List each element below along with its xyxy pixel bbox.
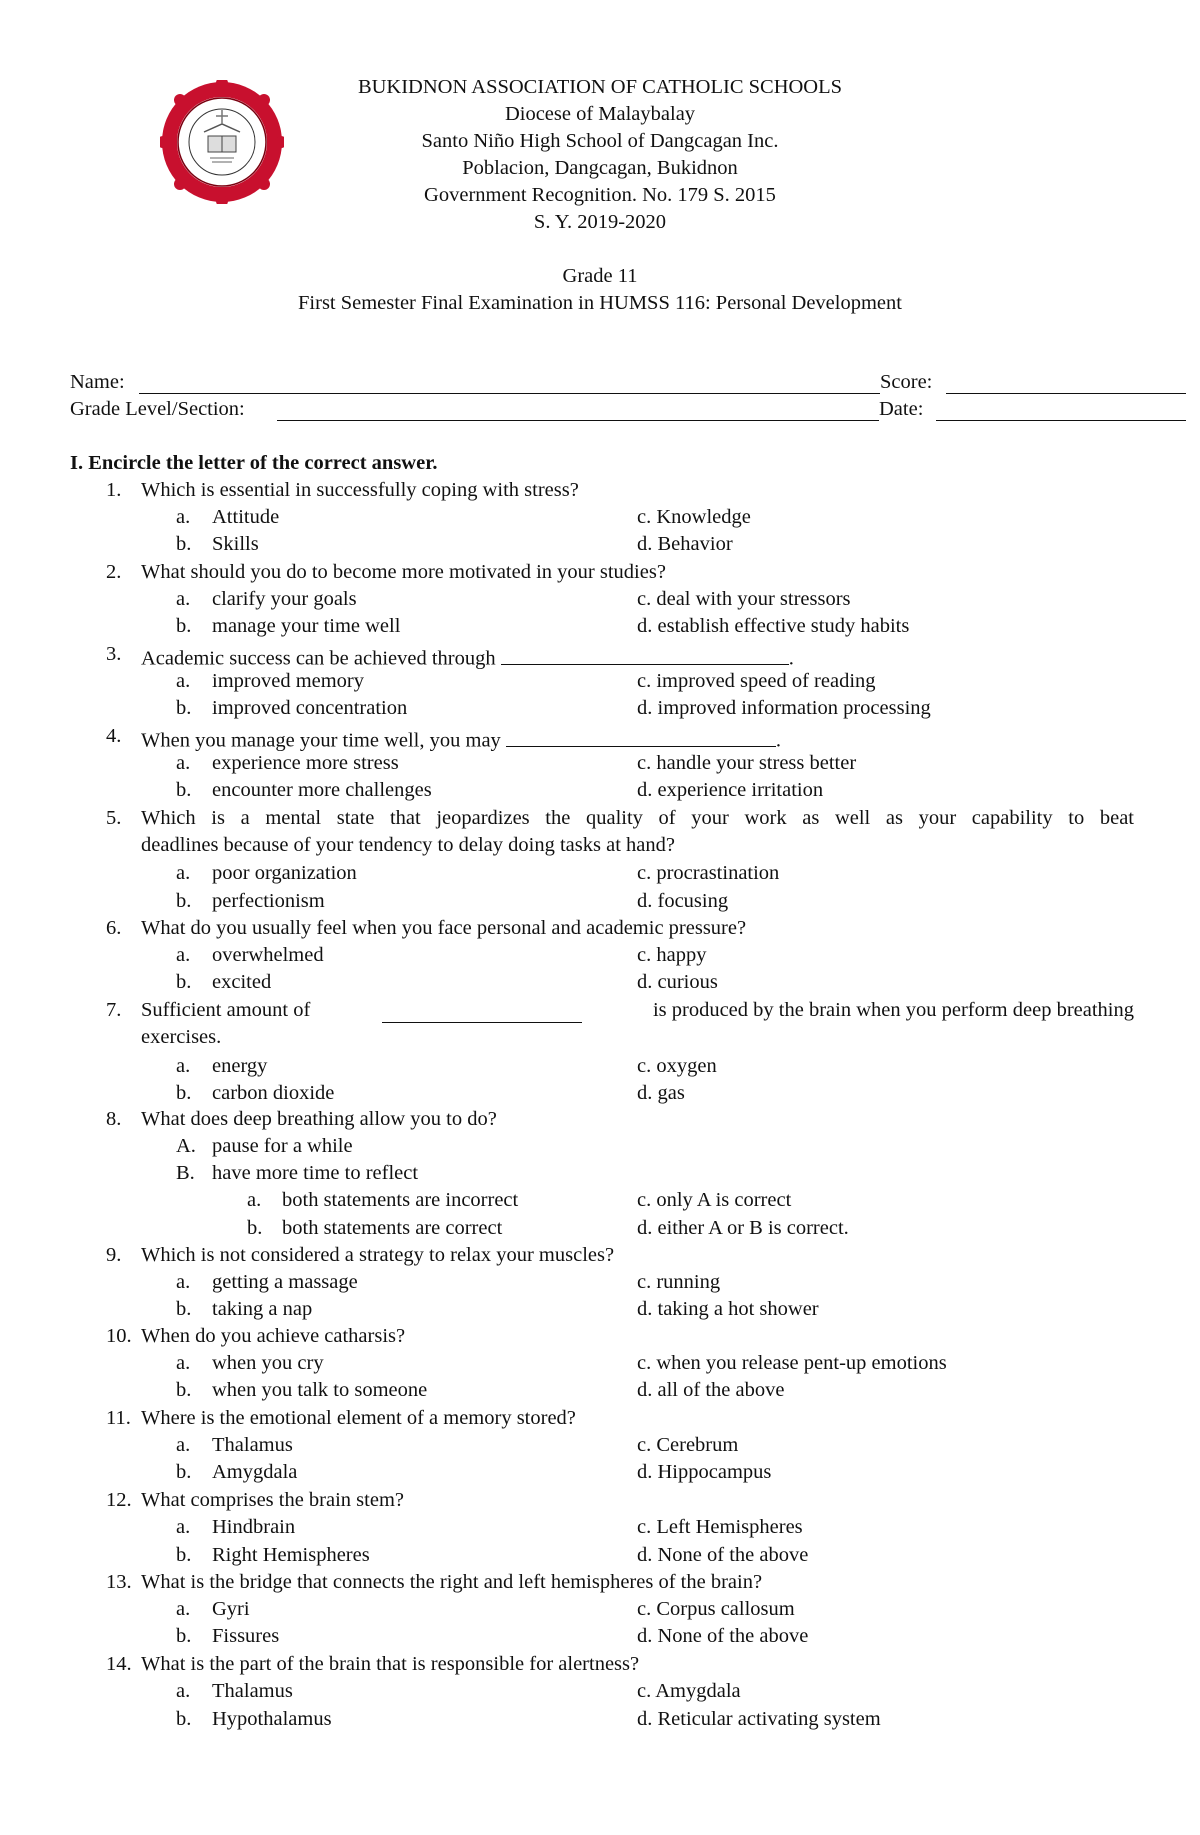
option-a[interactable]: when you cry — [212, 1352, 324, 1374]
option-a[interactable]: Attitude — [212, 506, 280, 528]
date-label: Date: — [879, 398, 924, 420]
grade-section-label: Grade Level/Section: — [70, 398, 245, 420]
question-text: When you manage your time well, you may — [141, 729, 501, 752]
answer-blank[interactable] — [506, 725, 776, 747]
question-text: Academic success can be achieved through — [141, 647, 496, 670]
option-b[interactable]: when you talk to someone — [212, 1379, 428, 1401]
statement-a: pause for a while — [212, 1135, 353, 1157]
option-d[interactable]: d. all of the above — [637, 1379, 785, 1401]
option-b[interactable]: Hypothalamus — [212, 1708, 332, 1730]
option-c[interactable]: c. happy — [637, 944, 707, 966]
option-d[interactable]: d. None of the above — [637, 1625, 809, 1647]
option-d[interactable]: d. either A or B is correct. — [637, 1217, 849, 1239]
question-text: Where is the emotional element of a memory stored? — [141, 1407, 576, 1429]
school-name: Santo Niño High School of Dangcagan Inc. — [421, 130, 779, 152]
option-b[interactable]: excited — [212, 971, 272, 993]
option-d[interactable]: d. None of the above — [637, 1544, 809, 1566]
option-c[interactable]: c. only A is correct — [637, 1189, 792, 1211]
option-c[interactable]: c. when you release pent-up emotions — [637, 1352, 947, 1374]
date-field[interactable] — [936, 420, 1186, 421]
name-label: Name: — [70, 371, 125, 393]
name-field[interactable] — [139, 393, 880, 394]
score-field[interactable] — [946, 393, 1186, 394]
question-text: What does deep breathing allow you to do? — [141, 1108, 497, 1130]
option-b[interactable]: carbon dioxide — [212, 1082, 335, 1104]
option-c[interactable]: c. Cerebrum — [637, 1434, 739, 1456]
option-c[interactable]: c. Left Hemispheres — [637, 1516, 803, 1538]
statement-b: have more time to reflect — [212, 1162, 419, 1184]
option-a[interactable]: clarify your goals — [212, 588, 357, 610]
section-instructions: I. Encircle the letter of the correct answer. — [70, 452, 438, 474]
option-d[interactable]: d. Behavior — [637, 533, 733, 555]
option-b[interactable]: perfectionism — [212, 890, 325, 912]
option-d[interactable]: d. establish effective study habits — [637, 615, 910, 637]
option-a[interactable]: Thalamus — [212, 1434, 293, 1456]
question-text: What comprises the brain stem? — [141, 1489, 404, 1511]
option-d[interactable]: d. Reticular activating system — [637, 1708, 881, 1730]
answer-blank[interactable] — [501, 643, 789, 665]
question-text: Which is not considered a strategy to relax your muscles? — [141, 1244, 615, 1266]
question-text: Which is essential in successfully coping with stress? — [141, 479, 579, 501]
option-d[interactable]: d. Hippocampus — [637, 1461, 772, 1483]
diocese-name: Diocese of Malaybalay — [504, 103, 696, 125]
option-d[interactable]: d. experience irritation — [637, 779, 824, 801]
option-c[interactable]: c. Knowledge — [637, 506, 751, 528]
option-a[interactable]: improved memory — [212, 670, 365, 692]
government-recognition: Government Recognition. No. 179 S. 2015 — [424, 184, 776, 206]
option-a[interactable]: overwhelmed — [212, 944, 324, 966]
option-b[interactable]: encounter more challenges — [212, 779, 432, 801]
option-a[interactable]: Hindbrain — [212, 1516, 296, 1538]
option-a[interactable]: energy — [212, 1055, 268, 1077]
question-text: What is the bridge that connects the right and left hemispheres of the brain? — [141, 1571, 763, 1593]
option-d[interactable]: d. focusing — [637, 890, 729, 912]
question-text: What should you do to become more motivated in your studies? — [141, 561, 666, 583]
option-b[interactable]: Fissures — [212, 1625, 280, 1647]
option-b[interactable]: both statements are correct — [282, 1217, 503, 1239]
option-b[interactable]: manage your time well — [212, 615, 401, 637]
option-c[interactable]: c. deal with your stressors — [637, 588, 851, 610]
option-b[interactable]: taking a nap — [212, 1298, 313, 1320]
question-text-after: is produced by the brain when you perform deep breathing — [652, 999, 1134, 1021]
option-a[interactable]: both statements are incorrect — [282, 1189, 519, 1211]
answer-blank[interactable] — [382, 1001, 582, 1023]
option-d[interactable]: d. taking a hot shower — [637, 1298, 819, 1320]
option-a[interactable]: Thalamus — [212, 1680, 293, 1702]
grade-section-field[interactable] — [277, 420, 879, 421]
grade-level: Grade 11 — [562, 265, 638, 287]
option-b[interactable]: Skills — [212, 533, 259, 555]
question-text-cont: exercises. — [141, 1026, 222, 1048]
option-a[interactable]: poor organization — [212, 862, 357, 884]
question-text-cont: deadlines because of your tendency to delay doing tasks at hand? — [141, 834, 675, 856]
school-address: Poblacion, Dangcagan, Bukidnon — [462, 157, 738, 179]
option-a[interactable]: getting a massage — [212, 1271, 358, 1293]
option-d[interactable]: d. curious — [637, 971, 718, 993]
question-text: Which is a mental state that jeopardizes the quality of your work as well as your capability to beat — [141, 807, 1134, 829]
option-c[interactable]: c. running — [637, 1271, 721, 1293]
option-b[interactable]: Amygdala — [212, 1461, 298, 1483]
option-a[interactable]: Gyri — [212, 1598, 250, 1620]
option-c[interactable]: c. Corpus callosum — [637, 1598, 795, 1620]
name-score-row — [70, 371, 1120, 399]
option-b[interactable]: improved concentration — [212, 697, 408, 719]
option-d[interactable]: d. gas — [637, 1082, 685, 1104]
option-c[interactable]: c. improved speed of reading — [637, 670, 876, 692]
question-text: What do you usually feel when you face personal and academic pressure? — [141, 917, 747, 939]
question-text: Sufficient amount of — [141, 999, 311, 1021]
exam-title: First Semester Final Examination in HUMSS 116: Personal Development — [298, 292, 902, 314]
association-name: BUKIDNON ASSOCIATION OF CATHOLIC SCHOOLS — [357, 76, 843, 98]
option-c[interactable]: c. procrastination — [637, 862, 780, 884]
grade-date-row — [70, 398, 1120, 426]
option-c[interactable]: c. handle your stress better — [637, 752, 857, 774]
score-label: Score: — [880, 371, 933, 393]
option-b[interactable]: Right Hemispheres — [212, 1544, 370, 1566]
option-c[interactable]: c. Amygdala — [637, 1680, 741, 1702]
question-text: What is the part of the brain that is responsible for alertness? — [141, 1653, 640, 1675]
option-c[interactable]: c. oxygen — [637, 1055, 717, 1077]
school-year: S. Y. 2019-2020 — [533, 211, 667, 233]
option-d[interactable]: d. improved information processing — [637, 697, 931, 719]
question-text: When do you achieve catharsis? — [141, 1325, 406, 1347]
option-a[interactable]: experience more stress — [212, 752, 399, 774]
exam-page: BUKIDNON ASSOCIATION OF CATHOLIC SCHOOLS Diocese of Malaybalay Santo Niño High School of Dangcagan Inc. Poblacion, Dangcagan, Bukidnon Government Recognition. No. 179 S. 2015 S. Y. 2019-2020 Grade 11 First Semester Final Examination in HUMSS 116: Personal Development Name: Score: Grade Level/Section: Date: I. Encircle the letter of the correct answer. 1. Which is essential in successfully coping with stress? a. Attitude c. Knowledge b. Skills d. Behavior 2. What should you do to become more motivated in your studies? a. clarify your goals c. deal with your stressors b. manage your time well d. establish effective study habits 3. Academic success can be achieved through . a. improved memory c. improved speed of reading b. improved concentration d. improved information processing 4. When you manage your time well, you may . a. experience more stress c. handle your stress better b. encounter more challenges d. experience irritation 5. Which is a mental state that jeopardizes the quality of your work as well as your capability to beat deadlines because of your tendency to delay doing tasks at hand? a. poor organization c. procrastination b. perfectionism d. focusing 6. What do you usually feel when you face personal and academic pressure? a. overwhelmed c. happy b. excited d. curious 7. Sufficient amount of is produced by the brain when you perform deep breathing exercises. a. energy c. oxygen b. carbon dioxide d. gas 8. What does deep breathing allow you to do? A. pause for a while B. have more time to reflect a. both statements are incorrect c. only A is correct b. both statements are correct d. either A or B is correct. 9. Which is not considered a strategy to relax your muscles? a. getting a massage c. running b. taking a nap d. taking a hot shower 10. When do you achieve catharsis? a. when you cry c. when you release pent-up emotions b. when you talk to someone d. all of the above 11. Where is the emotional element of a memory stored? a. Thalamus c. Cerebrum b. Amygdala d. Hippocampus 12. What comprises the brain stem? a. Hindbrain c. Left Hemispheres b. Right Hemispheres d. None of the above 13. What is the bridge that connects the right and left hemispheres of the brain? a. Gyri c. Corpus callosum b. Fissures d. None of the above 14. What is the part of the brain that is responsible for alertness? a. Thalamus c. Amygdala b. Hypothalamus d. Reticular activating system — [0, 0, 1200, 1835]
